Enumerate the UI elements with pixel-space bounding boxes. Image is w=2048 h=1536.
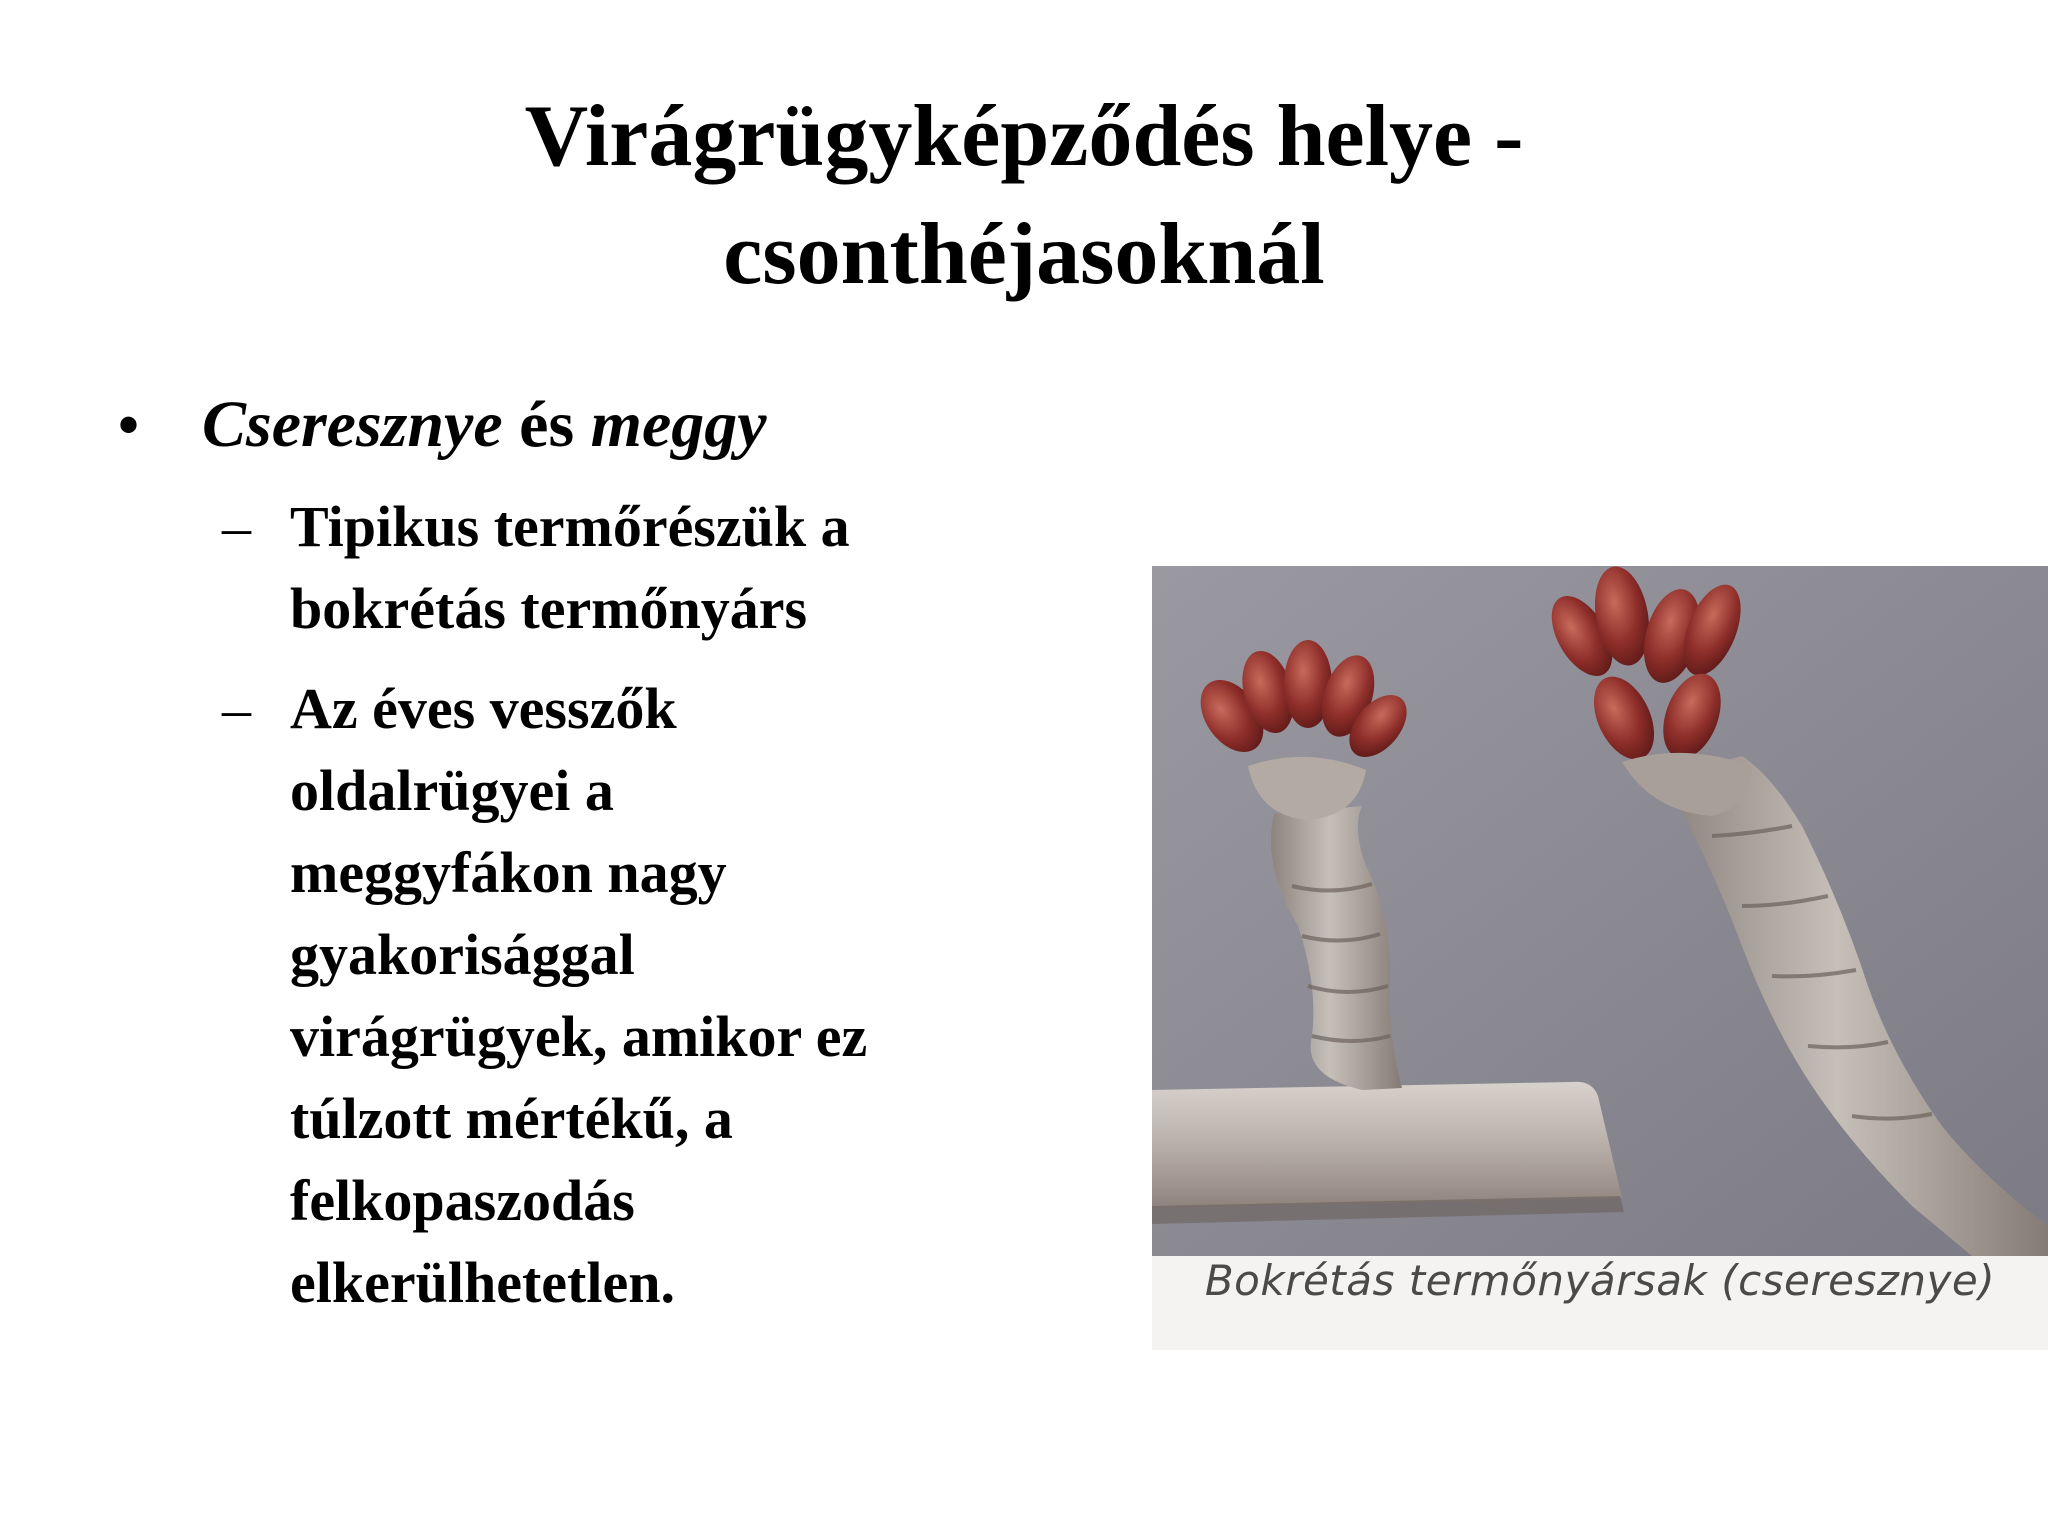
title-line-1: Virágrügyképződés helye - [524, 88, 1524, 185]
bullet-italic-cseresznye: Cseresznye [202, 388, 503, 461]
spur-illustration [1152, 566, 2048, 1256]
sub-bullet-item [222, 668, 1002, 1324]
sub-item-line: elkerülhetetlen. [290, 1250, 675, 1315]
sub-item-line: oldalrügyei a [290, 758, 614, 823]
sub-bullet-list [222, 486, 1002, 1342]
dash-marker: – [222, 494, 251, 559]
slide-title [0, 78, 2048, 314]
sub-item-line: virágrügyek, amikor ez [290, 1004, 868, 1069]
sub-item-line: gyakorisággal [290, 922, 635, 987]
sub-item-line: meggyfákon nagy [290, 840, 727, 905]
bullet-italic-meggy: meggy [590, 388, 767, 461]
dash-marker: – [222, 676, 251, 741]
sub-item-line: Tipikus termőrészük a [290, 494, 850, 559]
bullet-text [202, 385, 767, 465]
bullet-connector: és [502, 388, 591, 461]
sub-item-line: felkopaszodás [290, 1168, 635, 1233]
title-line-2: csonthéjasoknál [723, 206, 1325, 303]
sub-item-line: bokrétás termőnyárs [290, 576, 808, 641]
horizontal-branch [1152, 1082, 1622, 1208]
sub-bullet-item [222, 486, 1002, 650]
sub-item-line: Az éves vesszők [290, 676, 677, 741]
bullet-dot: • [118, 392, 140, 458]
sub-item-line: túlzott mértékű, a [290, 1086, 733, 1151]
cherry-spur-photo [1152, 566, 2048, 1350]
photo-caption: Bokrétás termőnyársak (cseresznye) [1204, 1256, 1996, 1305]
